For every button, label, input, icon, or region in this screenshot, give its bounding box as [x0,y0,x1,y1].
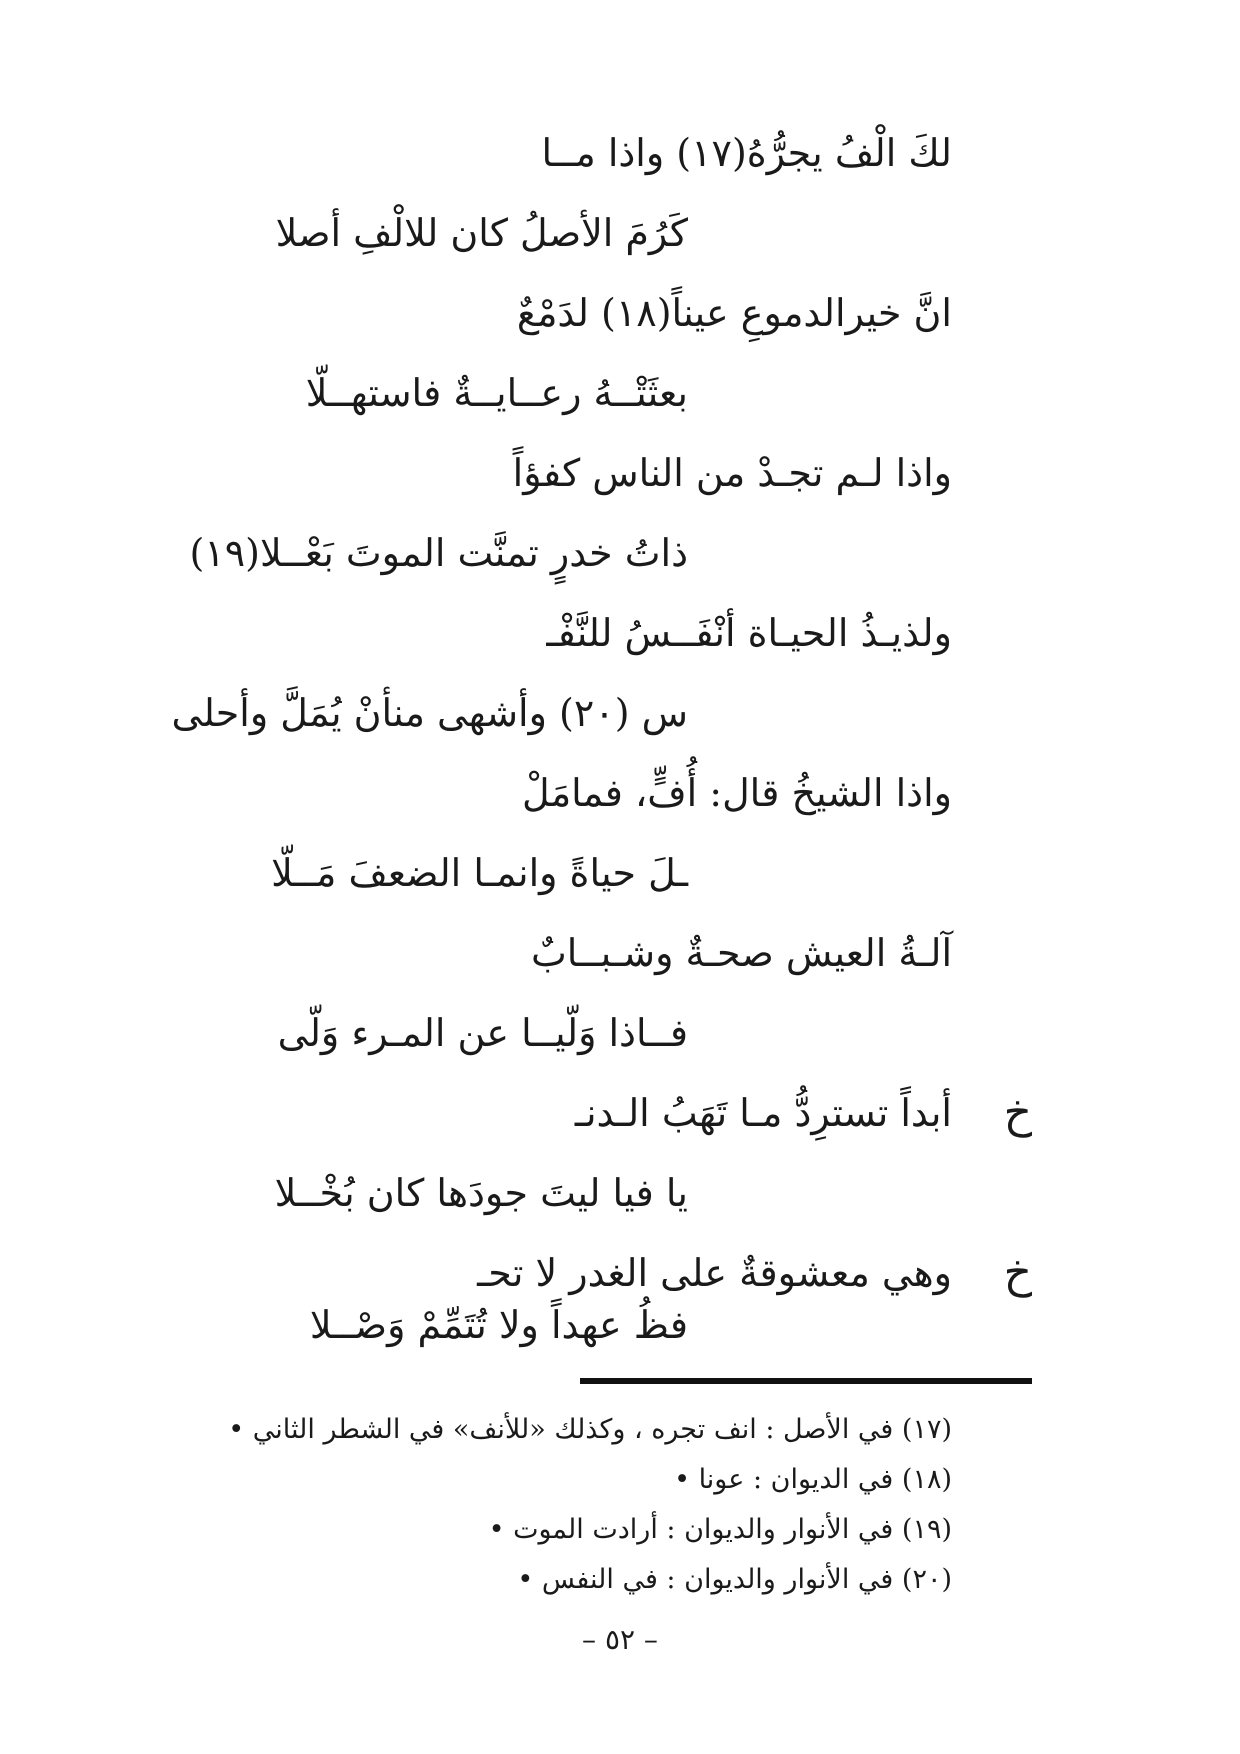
verse-line: يا فيا ليتَ جودَها كان بُخْــلا [274,1171,688,1215]
verse-marker: خ [1003,1247,1032,1298]
footnote: (١٧) في الأصل : انف تجره ، وكذلك «للأنف» في الشطر الثاني • [228,1414,952,1445]
verse-line: آلـةُ العيش صحـةٌ وشـبــابٌ [531,931,952,975]
verse-marker: خ [1003,1087,1032,1138]
verse-line: وهي معشوقةٌ على الغدر لا تحـ [477,1251,952,1295]
footnote-divider [580,1378,1032,1384]
verse-line: ذاتُ خدرٍ تمنَّت الموتَ بَعْــلا(١٩) [189,531,688,575]
verse-line: أبداً تسترِدُّ مـا تَهَبُ الـدنـ [574,1091,952,1135]
verse-line: فــاذا وَلّيــا عن المـرء وَلّى [277,1011,688,1055]
verse-line: لكَ الْفُ يجرُّهُ(١٧) واذا مــا [541,131,952,175]
verse-line: ـلَ حياةً وانمـا الضعفَ مَــلّا [271,851,688,895]
verse-line: س (٢٠) وأشهى منأنْ يُمَلَّ وأحلى [171,691,688,735]
footnote: (١٩) في الأنوار والديوان : أرادت الموت • [488,1514,952,1545]
verse-line: بعثَتْــهُ رعــايــةٌ فاستهــلّا [305,371,688,415]
verse-line: كَرُمَ الأصلُ كان للالْفِ أصلا [275,211,688,255]
footnote: (١٨) في الديوان : عونا • [674,1464,952,1495]
verse-line: واذا لـم تجـدْ من الناس كفؤاً [512,451,952,495]
verse-line: ولذيـذُ الحيـاة أنْفَــسُ للنَّفْـ [546,611,952,655]
verse-line: واذا الشيخُ قال: أُفٍّ، فمامَلْ [522,771,952,815]
verse-line: انَّ خيرالدموعِ عيناً(١٨) لدَمْعٌ [516,291,952,335]
footnote: (٢٠) في الأنوار والديوان : في النفس • [517,1564,952,1595]
verse-line: فظُ عهداً ولا تُتَمِّمْ وَصْــلا [309,1303,688,1347]
page-number: – ٥٢ – [582,1623,658,1656]
